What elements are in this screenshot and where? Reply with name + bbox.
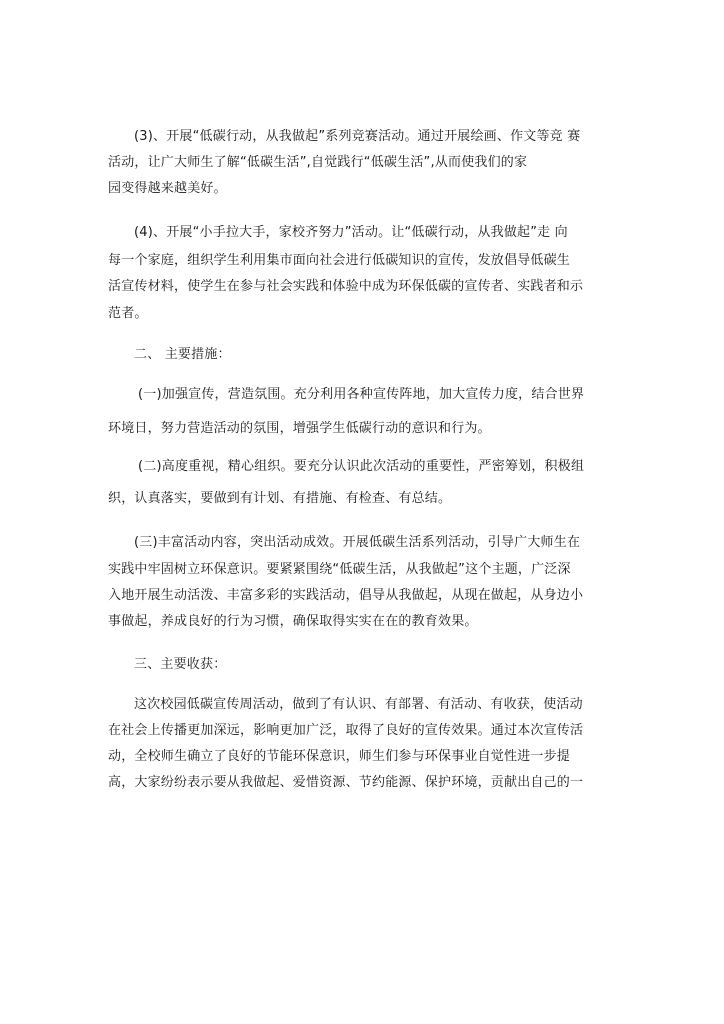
measure-3-line-1: (三)丰富活动内容，突出活动成效。开展低碳生活系列活动，引导广大师生在 (134, 535, 581, 550)
paragraph-3-line-2: 活动，让广大师生了解“低碳生活”,自觉践行“低碳生活”,从而使我们的家 (108, 155, 528, 170)
measure-2-line-1: (二)高度重视，精心组织。要充分认识此次活动的重要性，严密筹划，积极组 (138, 459, 585, 474)
measure-1-line-2: 环境日，努力营造活动的氛围，增强学生低碳行动的意识和行为。 (108, 421, 491, 436)
section-heading-outcomes: 三、主要收获： (134, 657, 227, 672)
outcomes-line-2: 在社会上传播更加深远，影响更加广泛，取得了良好的宣传效果。通过本次宣传活 (108, 723, 584, 738)
measure-2-line-2: 织，认真落实，要做到有计划、有措施、有检查、有总结。 (108, 491, 452, 506)
paragraph-4-line-2: 每一个家庭，组织学生利用集市面向社会进行低碳知识的宣传，发放倡导低碳生 (108, 253, 571, 268)
measure-3-line-2: 实践中牢固树立环保意识。要紧紧围绕“低碳生活，从我做起”这个主题，广泛深 (108, 562, 571, 577)
outcomes-line-1: 这次校园低碳宣传周活动，做到了有认识、有部署、有活动、有收获，使活动 (134, 697, 583, 712)
measure-3-line-4: 事做起，养成良好的行为习惯，确保取得实实在在的教育效果。 (108, 614, 478, 629)
outcomes-line-4: 高，大家纷纷表示要从我做起、爱惜资源、节约能源、保护环境，贡献出自己的一 (108, 775, 584, 790)
paragraph-3-line-3: 园变得越来越美好。 (108, 181, 227, 196)
paragraph-4-line-1: (4)、开展“小手拉大手，家校齐努力”活动。让“低碳行动，从我做起”走 向 (134, 225, 568, 240)
paragraph-4-line-3: 活宣传材料，使学生在参与社会实践和体验中成为环保低碳的宣传者、实践者和示 (108, 279, 584, 294)
paragraph-4-line-4: 范者。 (108, 306, 148, 321)
outcomes-line-3: 动，全校师生确立了良好的节能环保意识，师生们参与环保事业自觉性进一步提 (108, 749, 571, 764)
paragraph-3-line-1: (3)、开展“低碳行动，从我做起”系列竞赛活动。通过开展绘画、作文等竞 赛 (134, 129, 581, 144)
measure-3-line-3: 入地开展生动活泼、丰富多彩的实践活动，倡导从我做起，从现在做起，从身边小 (108, 588, 584, 603)
section-heading-measures: 二、 主要措施： (134, 347, 231, 362)
measure-1-line-1: (一)加强宣传，营造氛围。充分利用各种宣传阵地，加大宣传力度，结合世界 (138, 387, 585, 402)
